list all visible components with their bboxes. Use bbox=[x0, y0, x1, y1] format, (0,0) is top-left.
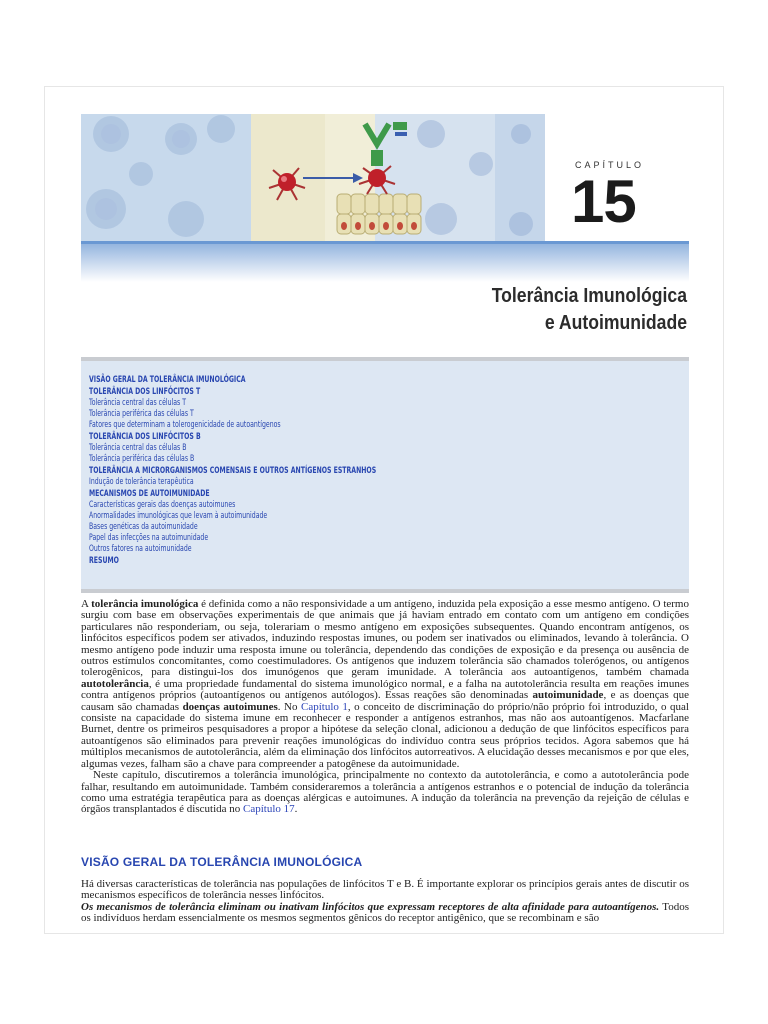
chapter-outline bbox=[81, 357, 689, 593]
chapter-17-link[interactable]: Capítulo 17 bbox=[243, 803, 295, 816]
document-page bbox=[44, 86, 724, 934]
outline-subitem[interactable]: Fatores que determinam a tolerogenicidade de autoantígenos bbox=[89, 420, 281, 430]
chapter-banner bbox=[81, 114, 689, 242]
chapter-number: 15 bbox=[571, 168, 636, 235]
banner-divider-line bbox=[81, 241, 689, 244]
outline-subitem[interactable]: Tolerância central das células T bbox=[89, 398, 186, 408]
chapter-title-line-1: Tolerância Imunológica bbox=[491, 285, 687, 307]
outline-subitem[interactable]: Tolerância central das células B bbox=[89, 443, 187, 453]
chapter-title-line-2: e Autoimunidade bbox=[544, 312, 687, 334]
section-heading: VISÃO GERAL DA TOLERÂNCIA IMUNOLÓGICA bbox=[81, 855, 363, 869]
outline-heading[interactable]: MECANISMOS DE AUTOIMUNIDADE bbox=[89, 489, 210, 499]
outline-subitem[interactable]: Bases genéticas da autoimunidade bbox=[89, 522, 198, 532]
intro-text bbox=[81, 599, 689, 816]
outline-subitem[interactable]: Indução de tolerância terapêutica bbox=[89, 477, 194, 487]
chapter-title bbox=[307, 283, 687, 337]
banner-divider bbox=[81, 242, 689, 282]
outline-subitem[interactable]: Anormalidades imunológicas que levam à autoimunidade bbox=[89, 511, 268, 521]
outline-heading[interactable]: TOLERÂNCIA DOS LINFÓCITOS T bbox=[89, 387, 201, 397]
outline-subitem[interactable]: Outros fatores na autoimunidade bbox=[89, 544, 192, 554]
outline-heading[interactable]: VISÃO GERAL DA TOLERÂNCIA IMUNOLÓGICA bbox=[89, 375, 246, 385]
outline-heading[interactable]: TOLERÂNCIA A MICRORGANISMOS COMENSAIS E OUTROS ANTÍGENOS ESTRANHOS bbox=[89, 466, 377, 476]
outline-heading[interactable]: RESUMO bbox=[89, 556, 119, 566]
section-text bbox=[81, 879, 689, 925]
chapter-1-link[interactable]: Capítulo 1 bbox=[301, 700, 348, 713]
outline-subitem[interactable]: Características gerais das doenças autoimunes bbox=[89, 500, 236, 510]
outline-subitem[interactable]: Papel das infecções na autoimunidade bbox=[89, 533, 209, 543]
outline-heading[interactable]: TOLERÂNCIA DOS LINFÓCITOS B bbox=[89, 432, 201, 442]
intro-paragraph-1: A tolerância imunológica é definida como a não responsividade a um antígeno, induzida pela exposição a esse mesmo antígeno. O termo surgiu com base em observações experimentais de que animais que já haviam entrado em contato com um antígeno em condições particulares não responderiam, ou seja, tolerariam o mesmo antígeno em exposições subsequentes. Quando encontram antígenos, os linfócitos específicos podem ser ativados, induzindo respostas imunes, ou podem ser inativados ou eliminados, levando à tolerância. O mesmo antígeno pode induzir uma resposta imune ou tolerância, dependendo das condições de exposição e da presença ou ausência de outros estímulos concomitantes, como coestimuladores. Os antígenos que induzem tolerância são chamados tolerógenos, ou antígenos tolerogênicos, para distingui-los dos imunógenos que geram imunidade. A tolerância aos autoantígenos, também chamada autotolerância, é uma propriedade fundamental do sistema imunológico normal, e a falha na autotolerância resulta em reações imunes contra antígenos próprios (autoantígenos ou antígenos autólogos). Essas reações são denominadas autoimunidade, e as doenças que causam são chamadas doenças autoimunes. No Capítulo 1, o conceito de discriminação do próprio/não próprio foi introduzido, o qual consiste na capacidade do sistema imune em reconhecer e responder a antígenos estranhos, mas não aos autoantígenos. Macfarlane Burnet, dentre os primeiros pesquisadores a propor a hipótese da seleção clonal, adicionou a dedução de que linfócitos específicos para autoantígenos são eliminados para prevenir reações imunológicas do indivíduo contra seus próprios tecidos. Agora sabemos que há múltiplos mecanismos de autotolerância, além da eliminação dos linfócitos autorreativos. A elucidação desses mecanismos e por que eles, algumas vezes, falham são a chave para compreender a patogênese da autoimunidade. bbox=[81, 598, 690, 770]
section-paragraph-1: Há diversas características de tolerância nas populações de linfócitos T e B. É importante explorar os princípios gerais antes de discutir os mecanismos específicos de tolerância nesses linfócitos. bbox=[81, 878, 689, 902]
outline-subitem[interactable]: Tolerância periférica das células B bbox=[89, 454, 195, 464]
intro-paragraph-2: Neste capítulo, discutiremos a tolerância imunológica, principalmente no contexto da autotolerância, e como a autotolerância pode falhar, resultando em autoimunidade. Também consideraremos a tolerância a antígenos estranhos e o potencial de indução da tolerância como uma estratégia terapêutica para as doenças alérgicas e autoimunes. A indução da tolerância na prevenção da rejeição de células e órgãos transplantados é discutida no Capítulo 17. bbox=[81, 769, 689, 816]
outline-subitem[interactable]: Tolerância periférica das células T bbox=[89, 409, 194, 419]
chapter-label: CAPÍTULO bbox=[575, 160, 645, 170]
section-paragraph-2: Os mecanismos de tolerância eliminam ou inativam linfócitos que expressam receptores de alta afinidade para autoantígenos. Todos os indivíduos herdam essencialmente os mesmos segmentos gênicos do receptor antigênico, que se recombinam e são bbox=[81, 900, 689, 925]
